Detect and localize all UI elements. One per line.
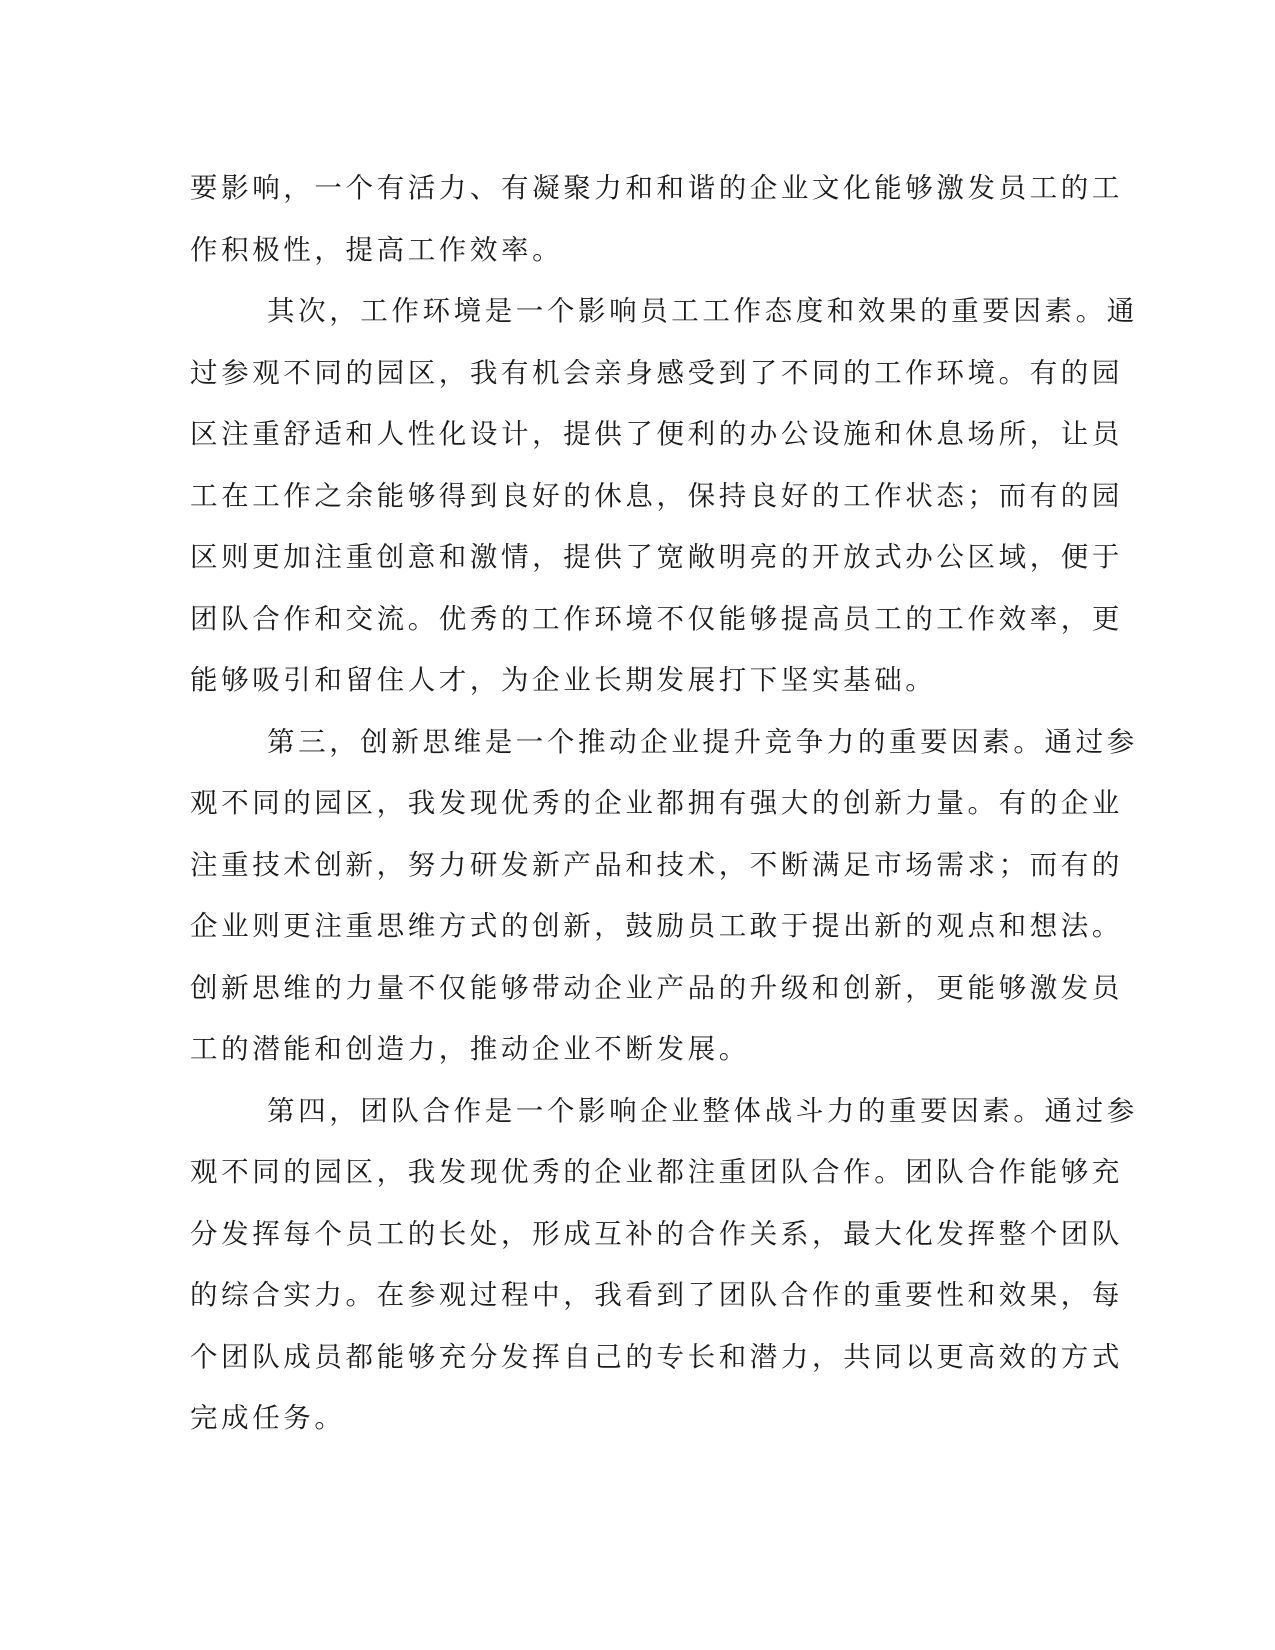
text-line-18: 分发挥每个员工的长处，形成互补的合作关系，最大化发挥整个团队: [190, 1217, 1123, 1250]
text-line-5: 区注重舒适和人性化设计，提供了便利的办公设施和休息场所，让员: [190, 418, 1123, 450]
text-line-9: 能够吸引和留住人才，为企业长期发展打下坚实基础。: [190, 664, 937, 696]
text-line-12: 注重技术创新，努力研发新产品和技术，不断满足市场需求；而有的: [190, 848, 1123, 881]
text-line-6: 工在工作之余能够得到良好的休息，保持良好的工作状态；而有的园: [190, 479, 1123, 512]
text-line-13: 企业则更注重思维方式的创新，鼓励员工敢于提出新的观点和想法。: [190, 910, 1123, 942]
text-line-1: 要影响，一个有活力、有凝聚力和和谐的企业文化能够激发员工的工: [190, 172, 1123, 204]
paragraph-start-line-3: 其次，工作环境是一个影响员工工作态度和效果的重要因素。通: [267, 295, 1138, 327]
text-line-20: 个团队成员都能够充分发挥自己的专长和潜力，共同以更高效的方式: [190, 1340, 1123, 1373]
text-line-8: 团队合作和交流。优秀的工作环境不仅能够提高员工的工作效率，更: [190, 602, 1123, 635]
text-line-17: 观不同的园区，我发现优秀的企业都注重团队合作。团队合作能够充: [190, 1156, 1123, 1188]
text-line-2: 作积极性，提高工作效率。: [190, 233, 564, 266]
document-body: [190, 158, 1138, 1450]
paragraph-start-line-10: 第三，创新思维是一个推动企业提升竞争力的重要因素。通过参: [267, 725, 1138, 758]
text-line-21: 完成任务。: [190, 1402, 346, 1434]
text-line-15: 工的潜能和创造力，推动企业不断发展。: [190, 1033, 750, 1065]
text-line-19: 的综合实力。在参观过程中，我看到了团队合作的重要性和效果，每: [190, 1279, 1123, 1311]
paragraph-start-line-16: 第四，团队合作是一个影响企业整体战斗力的重要因素。通过参: [267, 1094, 1138, 1127]
text-line-4: 过参观不同的园区，我有机会亲身感受到了不同的工作环境。有的园: [190, 356, 1123, 389]
text-line-14: 创新思维的力量不仅能够带动企业产品的升级和创新，更能够激发员: [190, 971, 1123, 1004]
text-line-7: 区则更加注重创意和激情，提供了宽敞明亮的开放式办公区域，便于: [190, 541, 1123, 573]
text-line-11: 观不同的园区，我发现优秀的企业都拥有强大的创新力量。有的企业: [190, 787, 1123, 819]
